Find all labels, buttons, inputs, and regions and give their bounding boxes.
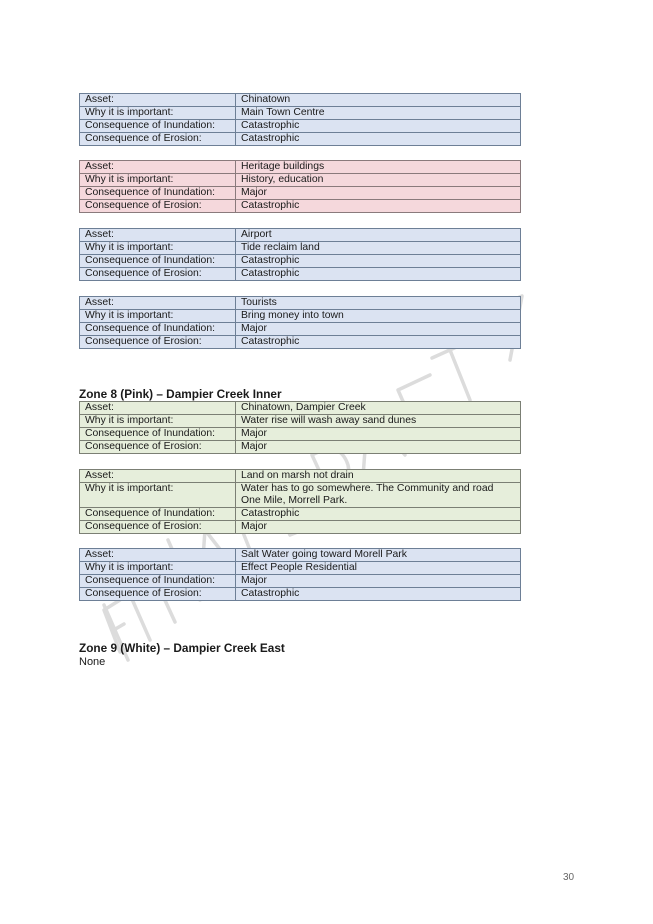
table-row — [80, 483, 521, 508]
row-value: Catastrophic — [236, 133, 521, 146]
row-label: Asset: — [80, 297, 236, 310]
row-label: Why it is important: — [80, 310, 236, 323]
row-value: Land on marsh not drain — [236, 470, 521, 483]
zone8-heading: Zone 8 (Pink) – Dampier Creek Inner — [79, 387, 282, 401]
row-value: Main Town Centre — [236, 107, 521, 120]
asset-table-zone8-saltwater — [79, 548, 521, 601]
table-row — [80, 268, 521, 281]
row-value: Catastrophic — [236, 255, 521, 268]
table-row — [80, 441, 521, 454]
row-value: Tourists — [236, 297, 521, 310]
row-value: Catastrophic — [236, 200, 521, 213]
row-label: Asset: — [80, 229, 236, 242]
row-label: Consequence of Inundation: — [80, 508, 236, 521]
row-label: Why it is important: — [80, 174, 236, 187]
asset-table-chinatown — [79, 93, 521, 146]
row-label: Consequence of Erosion: — [80, 588, 236, 601]
row-value: Water has to go somewhere. The Community and road One Mile, Morrell Park. — [236, 483, 521, 508]
zone9-heading: Zone 9 (White) – Dampier Creek East — [79, 641, 285, 655]
row-label: Consequence of Inundation: — [80, 575, 236, 588]
row-label: Asset: — [80, 402, 236, 415]
table-row — [80, 428, 521, 441]
table-row — [80, 323, 521, 336]
table-row — [80, 107, 521, 120]
table-row — [80, 229, 521, 242]
row-value: History, education — [236, 174, 521, 187]
row-label: Why it is important: — [80, 242, 236, 255]
row-value: Catastrophic — [236, 588, 521, 601]
asset-table-airport — [79, 228, 521, 281]
row-value: Catastrophic — [236, 120, 521, 133]
table-row — [80, 242, 521, 255]
row-label: Consequence of Inundation: — [80, 428, 236, 441]
table-row — [80, 297, 521, 310]
row-value: Salt Water going toward Morell Park — [236, 549, 521, 562]
table-row — [80, 470, 521, 483]
zone9-body: None — [79, 656, 106, 668]
row-label: Asset: — [80, 470, 236, 483]
table-row — [80, 415, 521, 428]
table-row — [80, 174, 521, 187]
row-label: Why it is important: — [80, 415, 236, 428]
row-value: Tide reclaim land — [236, 242, 521, 255]
row-label: Consequence of Erosion: — [80, 268, 236, 281]
table-row — [80, 549, 521, 562]
row-value: Major — [236, 323, 521, 336]
table-row — [80, 402, 521, 415]
row-label: Asset: — [80, 549, 236, 562]
table-row — [80, 575, 521, 588]
row-label: Consequence of Erosion: — [80, 336, 236, 349]
row-label: Consequence of Inundation: — [80, 323, 236, 336]
row-value: Chinatown, Dampier Creek — [236, 402, 521, 415]
row-label: Consequence of Erosion: — [80, 133, 236, 146]
table-row — [80, 336, 521, 349]
table-row — [80, 521, 521, 534]
table-row — [80, 255, 521, 268]
row-value: Major — [236, 441, 521, 454]
row-value: Heritage buildings — [236, 161, 521, 174]
row-label: Why it is important: — [80, 562, 236, 575]
row-value: Catastrophic — [236, 336, 521, 349]
row-value: Bring money into town — [236, 310, 521, 323]
row-label: Consequence of Inundation: — [80, 187, 236, 200]
row-value: Major — [236, 428, 521, 441]
row-value: Water rise will wash away sand dunes — [236, 415, 521, 428]
asset-table-zone8-chinatown — [79, 401, 521, 454]
row-value: Major — [236, 521, 521, 534]
table-row — [80, 200, 521, 213]
row-value: Major — [236, 187, 521, 200]
row-value: Effect People Residential — [236, 562, 521, 575]
asset-table-heritage — [79, 160, 521, 213]
page-number: 30 — [563, 872, 575, 883]
table-row — [80, 120, 521, 133]
asset-table-tourists — [79, 296, 521, 349]
table-row — [80, 161, 521, 174]
row-label: Why it is important: — [80, 107, 236, 120]
table-row — [80, 94, 521, 107]
row-value: Chinatown — [236, 94, 521, 107]
row-label: Consequence of Erosion: — [80, 200, 236, 213]
row-label: Asset: — [80, 94, 236, 107]
row-label: Consequence of Erosion: — [80, 521, 236, 534]
table-row — [80, 508, 521, 521]
table-row — [80, 133, 521, 146]
table-row — [80, 562, 521, 575]
table-row — [80, 310, 521, 323]
table-row — [80, 187, 521, 200]
asset-table-zone8-marsh — [79, 469, 521, 534]
row-label: Why it is important: — [80, 483, 236, 508]
row-label: Asset: — [80, 161, 236, 174]
table-row — [80, 588, 521, 601]
row-value: Catastrophic — [236, 508, 521, 521]
row-label: Consequence of Inundation: — [80, 120, 236, 133]
row-label: Consequence of Inundation: — [80, 255, 236, 268]
row-value: Major — [236, 575, 521, 588]
row-value: Catastrophic — [236, 268, 521, 281]
row-label: Consequence of Erosion: — [80, 441, 236, 454]
row-value: Airport — [236, 229, 521, 242]
